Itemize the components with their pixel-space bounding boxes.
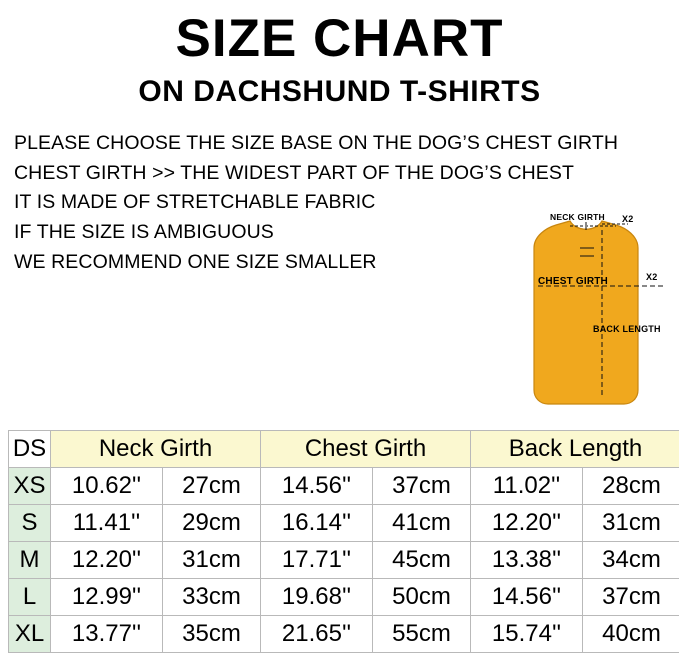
row-chest-cm: 50cm	[373, 579, 471, 616]
row-chest-cm: 37cm	[373, 468, 471, 505]
page-subtitle: ON DACHSHUND T-SHIRTS	[0, 77, 679, 107]
chest-girth-label: CHEST GIRTH	[538, 276, 608, 287]
row-neck-in: 10.62''	[51, 468, 163, 505]
back-length-label: BACK LENGTH	[593, 324, 661, 334]
table-row	[9, 505, 679, 542]
table-header-row	[9, 431, 679, 468]
row-neck-cm: 33cm	[163, 579, 261, 616]
row-chest-in: 16.14''	[261, 505, 373, 542]
tshirt-diagram	[498, 208, 674, 418]
neck-girth-x2-label: X2	[622, 214, 633, 224]
row-back-cm: 28cm	[583, 468, 679, 505]
row-size: M	[9, 542, 51, 579]
row-neck-in: 13.77''	[51, 616, 163, 653]
row-neck-in: 11.41''	[51, 505, 163, 542]
note-line: IF THE SIZE IS AMBIGUOUS	[14, 220, 494, 246]
row-chest-in: 21.65''	[261, 616, 373, 653]
row-size: XL	[9, 616, 51, 653]
row-neck-cm: 31cm	[163, 542, 261, 579]
row-back-in: 11.02''	[471, 468, 583, 505]
size-chart-page	[0, 12, 679, 654]
row-size: XS	[9, 468, 51, 505]
note-line: PLEASE CHOOSE THE SIZE BASE ON THE DOG’S CHEST GIRTH	[14, 131, 494, 157]
row-neck-in: 12.20''	[51, 542, 163, 579]
row-back-cm: 34cm	[583, 542, 679, 579]
table-row	[9, 616, 679, 653]
row-chest-in: 14.56''	[261, 468, 373, 505]
page-title: SIZE CHART	[0, 12, 679, 65]
row-back-in: 14.56''	[471, 579, 583, 616]
row-chest-cm: 55cm	[373, 616, 471, 653]
row-size: L	[9, 579, 51, 616]
row-back-cm: 37cm	[583, 579, 679, 616]
row-back-in: 12.20''	[471, 505, 583, 542]
row-chest-in: 19.68''	[261, 579, 373, 616]
row-back-cm: 40cm	[583, 616, 679, 653]
row-neck-cm: 35cm	[163, 616, 261, 653]
header-chest-girth: Chest Girth	[261, 431, 471, 468]
row-chest-cm: 45cm	[373, 542, 471, 579]
note-line: WE RECOMMEND ONE SIZE SMALLER	[14, 250, 494, 276]
row-chest-cm: 41cm	[373, 505, 471, 542]
chest-girth-x2-label: X2	[646, 272, 657, 282]
header-neck-girth: Neck Girth	[51, 431, 261, 468]
table-row	[9, 468, 679, 505]
table-row	[9, 542, 679, 579]
tshirt-illustration-icon	[498, 208, 674, 418]
header-ds: DS	[9, 431, 51, 468]
notes-block	[14, 131, 494, 276]
size-chart-table	[8, 430, 679, 653]
row-neck-cm: 29cm	[163, 505, 261, 542]
row-back-in: 15.74''	[471, 616, 583, 653]
row-neck-cm: 27cm	[163, 468, 261, 505]
neck-girth-label: NECK GIRTH	[550, 212, 605, 222]
row-chest-in: 17.71''	[261, 542, 373, 579]
note-line: CHEST GIRTH >> THE WIDEST PART OF THE DOG’S CHEST	[14, 161, 494, 187]
note-line: IT IS MADE OF STRETCHABLE FABRIC	[14, 190, 494, 216]
table-row	[9, 579, 679, 616]
size-table-wrapper	[8, 430, 671, 653]
row-neck-in: 12.99''	[51, 579, 163, 616]
row-size: S	[9, 505, 51, 542]
row-back-cm: 31cm	[583, 505, 679, 542]
header-back-length: Back Length	[471, 431, 679, 468]
row-back-in: 13.38''	[471, 542, 583, 579]
